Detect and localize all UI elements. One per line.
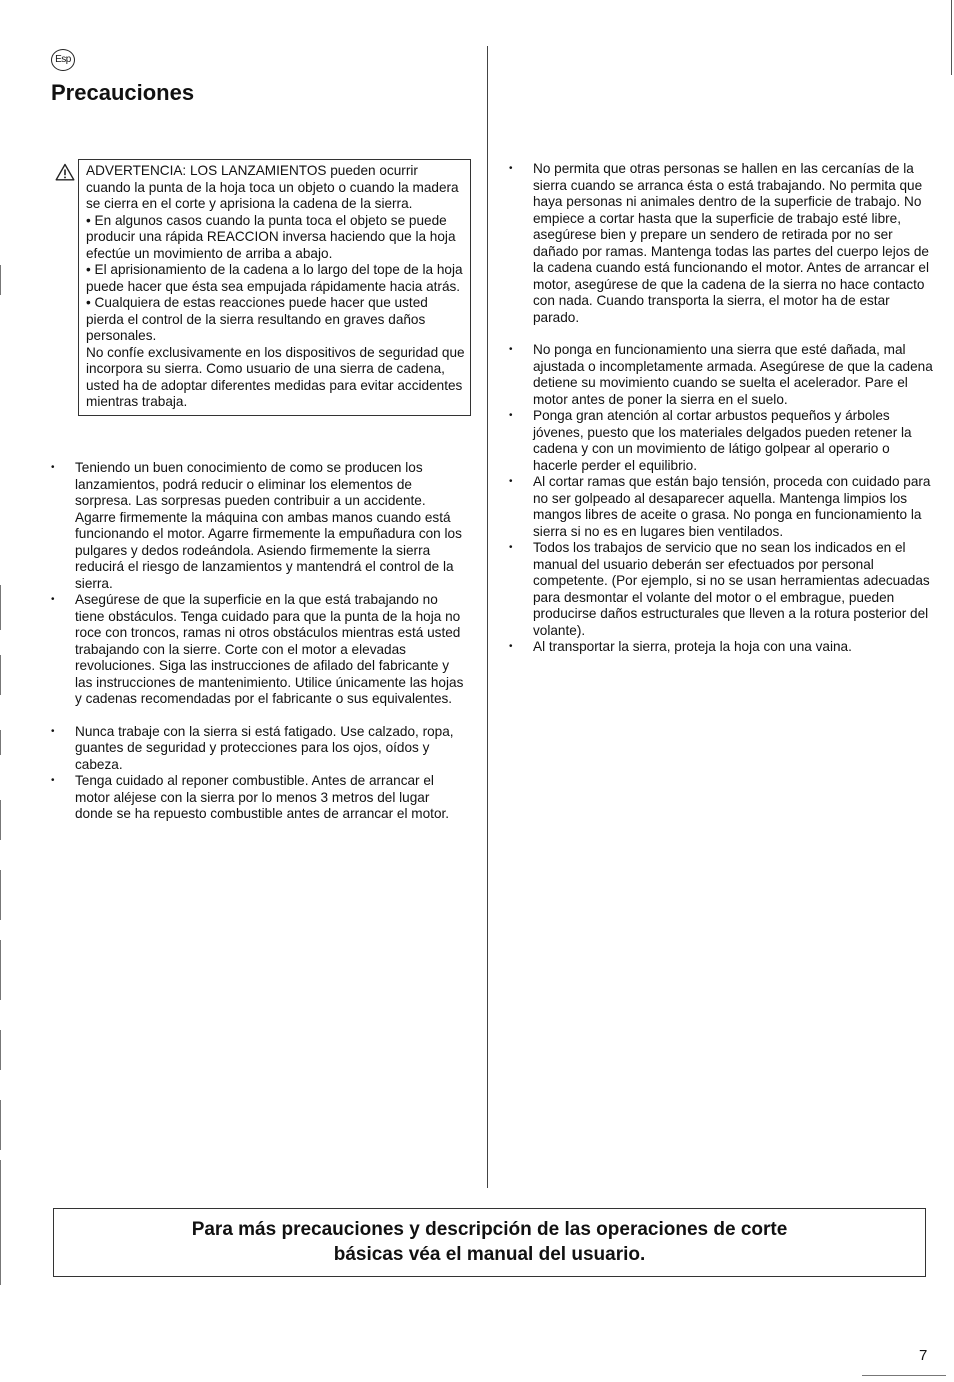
language-badge: Esp	[51, 49, 75, 71]
list-item: • Al cortar ramas que están bajo tensión, proceda con cuidado para no ser golpeado al desaparecer aquella. Mantenga limpios los mangos libres de aceite o grasa. No ponga en funcionamiento la sierra si no es en lugares bien ventilados.	[509, 474, 933, 540]
left-edge-mark	[0, 585, 1, 630]
warning-text: • El aprisionamiento de la cadena a lo largo del tope de la hoja puede hacer que ésta sea empujada rápidamente hacia atrás.	[86, 262, 463, 294]
notice-line: Para más precauciones y descripción de las operaciones de corte	[191, 1219, 788, 1240]
warning-box	[78, 159, 471, 416]
notice-line: básicas véa el manual del usuario.	[333, 1244, 646, 1265]
list-item: • Al transportar la sierra, proteja la hoja con una vaina.	[509, 639, 933, 656]
warning-triangle-icon	[55, 163, 75, 181]
list-item: • Teniendo un buen conocimiento de como se producen los lanzamientos, podrá reducir o eliminar los elementos de sorpresa. Las sorpresas pueden contribuir a un accidente. Agarre firmemente la máquina con ambas manos cuando está funcionando el motor. Agarre firmemente la empuñadura con los pulgares y dedos rodeándola. Asiendo firmemente la sierra reducirá el riesgo de lanzamientos y mantendrá el control de la sierra.	[51, 460, 469, 592]
warning-text: • En algunos casos cuando la punta toca el objeto se puede producir una rápida REACCION inversa haciendo que la hoja efectúe un movimiento de arriba a abajo.	[86, 212, 456, 261]
page-title: Precauciones	[51, 80, 195, 105]
left-edge-mark	[0, 1160, 1, 1285]
list-item: • Ponga gran atención al cortar arbustos pequeños y árboles jóvenes, puesto que los materiales delgados pueden retener la cadena y con un movimiento de látigo golpear al operario o hacerle perder el equilibrio.	[509, 408, 933, 474]
left-edge-mark	[0, 265, 1, 295]
left-precautions-list	[51, 460, 469, 823]
page-number: 7	[919, 1347, 928, 1364]
list-item: • No permita que otras personas se hallen en las cercanías de la sierra cuando se arranca ésta o está trabajando. No permita que haya personas ni animales dentro de la superficie de trabajo. No empiece a cortar hasta que la superficie de trabajo esté libre, asegúrese bien y prepare un sendero de retirada por no ser dañado por ramas. Mantenga todas las partes del cuerpo lejos de la cadena cuando está funcionando el motor. Antes de arrancar el motor, asegúrese de que la cadena de la sierra no hace contacto con nada. Cuando transporta la sierra, el motor ha de estar parado.	[509, 161, 933, 326]
left-edge-mark	[0, 655, 1, 695]
notice-box	[53, 1208, 926, 1277]
list-item: • Todos los trabajos de servicio que no sean los indicados en el manual del usuario deberán ser efectuados por personal competente. (Por ejemplo, si no se usan herramientas adecuadas para desmontar el volante del motor o el embrague, pueden producirse daños estructurales que lleven a la rotura posterior del volante).	[509, 540, 933, 639]
column-divider	[487, 46, 488, 1188]
left-edge-mark	[0, 940, 1, 1000]
left-edge-mark	[0, 800, 1, 840]
right-edge-mark	[951, 0, 952, 75]
left-edge-mark	[0, 1100, 1, 1150]
left-edge-mark	[0, 870, 1, 920]
list-item: • No ponga en funcionamiento una sierra que esté dañada, mal ajustada o incompletamente armada. Asegúrese de que la cadena detiene su movimiento cuando se suelta el acelerador. Pare el motor antes de poner la sierra en el suelo.	[509, 342, 933, 408]
list-item: • Asegúrese de que la superficie en la que está trabajando no tiene obstáculos. Tenga cuidado para que la punta de la hoja no roce con troncos, ramas ni otros obstáculos mientras está usted trabajando con la sierre. Corte con el motor a elevadas revoluciones. Siga las instrucciones de afilado del fabricante y las instrucciones de mantenimiento. Utilice únicamente las hojas y cadenas recomendadas por el fabricante o sus equivalentes.	[51, 592, 469, 708]
list-item: • Tenga cuidado al reponer combustible. Antes de arrancar el motor aléjese con la sierra por lo menos 3 metros del lugar donde se ha repuesto combustible antes de arrancar el motor.	[51, 773, 469, 823]
list-item: • Nunca trabaje con la sierra si está fatigado. Use calzado, ropa, guantes de seguridad y protecciones para los ojos, oídos y cabeza.	[51, 724, 469, 774]
right-precautions-list	[509, 161, 933, 656]
warning-text: ADVERTENCIA: LOS LANZAMIENTOS pueden ocurrir cuando la punta de la hoja toca un objeto o cuando la madera se cierra en el corte y aprisiona la cadena de la sierra.	[86, 163, 459, 211]
left-edge-mark	[0, 730, 1, 755]
left-edge-mark	[0, 1030, 1, 1070]
warning-text: • Cualquiera de estas reacciones puede hacer que usted pierda el control de la sierra resultando en graves daños personales.	[86, 295, 428, 343]
bottom-rule	[862, 1375, 946, 1376]
warning-text: No confíe exclusivamente en los dispositivos de seguridad que incorpora su sierra. Como usuario de una sierra de cadena, usted ha de adoptar diferentes medidas para evitar accidentes mientras trabaja.	[86, 344, 465, 409]
